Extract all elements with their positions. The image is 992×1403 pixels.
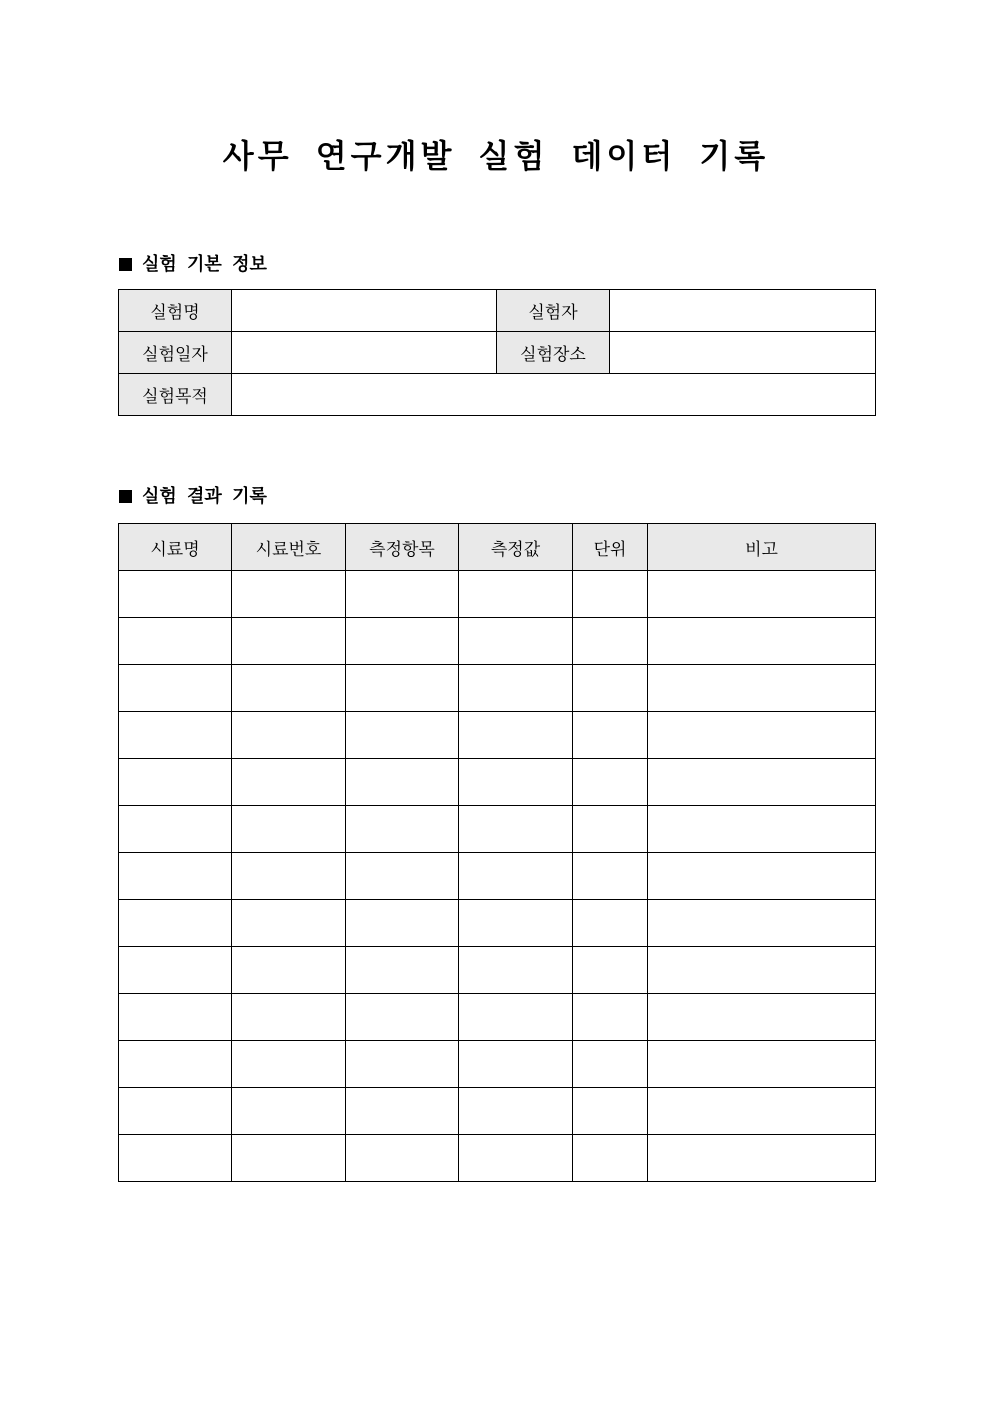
measured-value-cell[interactable] — [459, 1088, 573, 1135]
section-heading-basic-info — [119, 253, 267, 277]
section-heading-results — [119, 485, 267, 509]
sample-number-cell[interactable] — [232, 806, 346, 853]
experiment-location-label: 실험장소 — [497, 332, 610, 374]
remarks-cell[interactable] — [648, 571, 876, 618]
sample-number-cell[interactable] — [232, 1088, 346, 1135]
experiment-purpose-label: 실험목적 — [119, 374, 232, 416]
column-header-sample-name: 시료명 — [119, 524, 232, 571]
measured-value-cell[interactable] — [459, 900, 573, 947]
document-title: 사무 연구개발 실험 데이터 기록 — [222, 137, 770, 175]
results-header-row — [119, 524, 876, 571]
table-row — [119, 1041, 876, 1088]
measured-value-cell[interactable] — [459, 618, 573, 665]
table-row — [119, 618, 876, 665]
measured-value-cell[interactable] — [459, 1135, 573, 1182]
table-row — [119, 759, 876, 806]
measurement-item-cell[interactable] — [346, 1041, 459, 1088]
table-row — [119, 1088, 876, 1135]
experimenter-label: 실험자 — [497, 290, 610, 332]
remarks-cell[interactable] — [648, 853, 876, 900]
sample-number-cell[interactable] — [232, 618, 346, 665]
measured-value-cell[interactable] — [459, 1041, 573, 1088]
unit-cell[interactable] — [573, 571, 648, 618]
measurement-item-cell[interactable] — [346, 994, 459, 1041]
unit-cell[interactable] — [573, 665, 648, 712]
sample-name-cell[interactable] — [119, 806, 232, 853]
table-row — [119, 853, 876, 900]
sample-name-cell[interactable] — [119, 571, 232, 618]
sample-name-cell[interactable] — [119, 947, 232, 994]
unit-cell[interactable] — [573, 1041, 648, 1088]
sample-number-cell[interactable] — [232, 571, 346, 618]
sample-name-cell[interactable] — [119, 900, 232, 947]
table-row — [119, 571, 876, 618]
remarks-cell[interactable] — [648, 1041, 876, 1088]
table-row — [119, 1135, 876, 1182]
unit-cell[interactable] — [573, 1135, 648, 1182]
remarks-cell[interactable] — [648, 1135, 876, 1182]
column-header-remarks: 비고 — [648, 524, 876, 571]
experiment-date-field[interactable] — [232, 332, 497, 374]
experiment-date-label: 실험일자 — [119, 332, 232, 374]
unit-cell[interactable] — [573, 994, 648, 1041]
measurement-item-cell[interactable] — [346, 1088, 459, 1135]
measured-value-cell[interactable] — [459, 994, 573, 1041]
unit-cell[interactable] — [573, 947, 648, 994]
sample-number-cell[interactable] — [232, 900, 346, 947]
basic-info-table — [118, 289, 876, 416]
unit-cell[interactable] — [573, 618, 648, 665]
measurement-item-cell[interactable] — [346, 947, 459, 994]
measured-value-cell[interactable] — [459, 665, 573, 712]
sample-name-cell[interactable] — [119, 994, 232, 1041]
measurement-item-cell[interactable] — [346, 618, 459, 665]
info-row-name — [119, 290, 876, 332]
column-header-measured-value: 측정값 — [459, 524, 573, 571]
experiment-name-field[interactable] — [232, 290, 497, 332]
remarks-cell[interactable] — [648, 712, 876, 759]
column-header-measurement-item: 측정항목 — [346, 524, 459, 571]
remarks-cell[interactable] — [648, 665, 876, 712]
measurement-item-cell[interactable] — [346, 759, 459, 806]
sample-number-cell[interactable] — [232, 853, 346, 900]
measured-value-cell[interactable] — [459, 853, 573, 900]
table-row — [119, 947, 876, 994]
sample-number-cell[interactable] — [232, 994, 346, 1041]
unit-cell[interactable] — [573, 1088, 648, 1135]
table-row — [119, 665, 876, 712]
info-row-date — [119, 332, 876, 374]
remarks-cell[interactable] — [648, 618, 876, 665]
section-heading-basic-info-label: 실험 기본 정보 — [142, 254, 267, 275]
measured-value-cell[interactable] — [459, 571, 573, 618]
remarks-cell[interactable] — [648, 947, 876, 994]
column-header-unit: 단위 — [573, 524, 648, 571]
table-row — [119, 806, 876, 853]
table-row — [119, 994, 876, 1041]
remarks-cell[interactable] — [648, 1088, 876, 1135]
table-row — [119, 900, 876, 947]
column-header-sample-number: 시료번호 — [232, 524, 346, 571]
square-bullet-icon — [119, 258, 132, 271]
unit-cell[interactable] — [573, 806, 648, 853]
remarks-cell[interactable] — [648, 759, 876, 806]
unit-cell[interactable] — [573, 900, 648, 947]
section-heading-results-label: 실험 결과 기록 — [142, 486, 267, 507]
remarks-cell[interactable] — [648, 994, 876, 1041]
table-row — [119, 712, 876, 759]
experimenter-field[interactable] — [610, 290, 876, 332]
measured-value-cell[interactable] — [459, 947, 573, 994]
sample-name-cell[interactable] — [119, 1088, 232, 1135]
sample-number-cell[interactable] — [232, 665, 346, 712]
results-table — [118, 523, 876, 1182]
info-row-purpose — [119, 374, 876, 416]
experiment-purpose-field[interactable] — [232, 374, 876, 416]
measured-value-cell[interactable] — [459, 759, 573, 806]
sample-name-cell[interactable] — [119, 1041, 232, 1088]
sample-name-cell[interactable] — [119, 618, 232, 665]
measurement-item-cell[interactable] — [346, 712, 459, 759]
measured-value-cell[interactable] — [459, 806, 573, 853]
measurement-item-cell[interactable] — [346, 1135, 459, 1182]
experiment-name-label: 실험명 — [119, 290, 232, 332]
results-body — [119, 571, 876, 1182]
sample-name-cell[interactable] — [119, 853, 232, 900]
sample-name-cell[interactable] — [119, 759, 232, 806]
sample-number-cell[interactable] — [232, 712, 346, 759]
measured-value-cell[interactable] — [459, 712, 573, 759]
measurement-item-cell[interactable] — [346, 806, 459, 853]
experiment-location-field[interactable] — [610, 332, 876, 374]
sample-name-cell[interactable] — [119, 1135, 232, 1182]
remarks-cell[interactable] — [648, 900, 876, 947]
unit-cell[interactable] — [573, 853, 648, 900]
sample-number-cell[interactable] — [232, 1041, 346, 1088]
measurement-item-cell[interactable] — [346, 900, 459, 947]
measurement-item-cell[interactable] — [346, 571, 459, 618]
square-bullet-icon — [119, 490, 132, 503]
sample-number-cell[interactable] — [232, 759, 346, 806]
unit-cell[interactable] — [573, 712, 648, 759]
remarks-cell[interactable] — [648, 806, 876, 853]
sample-name-cell[interactable] — [119, 712, 232, 759]
measurement-item-cell[interactable] — [346, 853, 459, 900]
unit-cell[interactable] — [573, 759, 648, 806]
measurement-item-cell[interactable] — [346, 665, 459, 712]
sample-number-cell[interactable] — [232, 947, 346, 994]
sample-name-cell[interactable] — [119, 665, 232, 712]
sample-number-cell[interactable] — [232, 1135, 346, 1182]
